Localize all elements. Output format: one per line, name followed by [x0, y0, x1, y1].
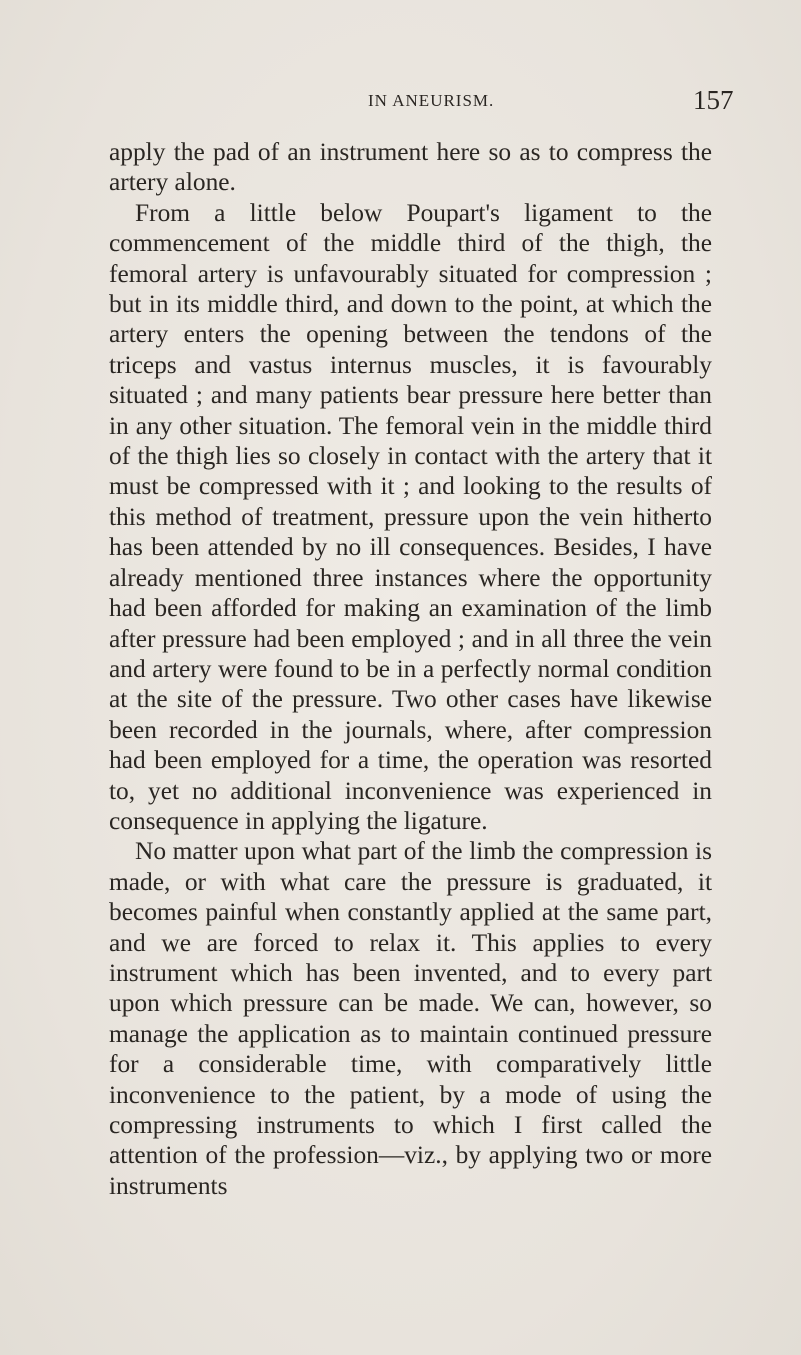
body-text: [109, 137, 712, 1201]
paragraph-femoral-artery: From a little below Poupart's ligament to the commencement of the middle third of the thigh, the femoral artery is unfavourably situated for compression ; but in its middle third, and down to the point, at which the artery enters the opening between the tendons of the triceps and vastus internus muscles, it is favourably situated ; and many patients bear pressure here better than in any other situation. The femoral vein in the middle third of the thigh lies so closely in contact with the artery that it must be compressed with it ; and looking to the results of this method of treatment, pressure upon the vein hitherto has been attended by no ill consequences. Besides, I have already mentioned three instances where the opportunity had been afforded for making an examination of the limb after pressure had been employed ; and in all three the vein and artery were found to be in a perfectly normal condition at the site of the pressure. Two other cases have likewise been recorded in the journals, where, after compression had been employed for a time, the operation was resorted to, yet no additional inconvenience was experienced in consequence in applying the ligature.: [109, 198, 712, 835]
running-head: [0, 86, 801, 116]
paragraph-compression-pain: No matter upon what part of the limb the compression is made, or with what care the pressure is graduated, it becomes painful when constantly applied at the same part, and we are forced to relax it. This applies to every instrument which has been invented, and to every part upon which pressure can be made. We can, however, so manage the application as to maintain continued pressure for a considerable time, with comparatively little inconvenience to the patient, by a mode of using the compressing instruments to which I first called the attention of the profession—viz., by applying two or more instruments: [109, 837, 712, 1200]
paragraph-continuation: apply the pad of an instrument here so as to compress the artery alone.: [109, 138, 712, 197]
running-head-title: IN ANEURISM.: [368, 91, 495, 110]
page-number: 157: [693, 85, 734, 115]
